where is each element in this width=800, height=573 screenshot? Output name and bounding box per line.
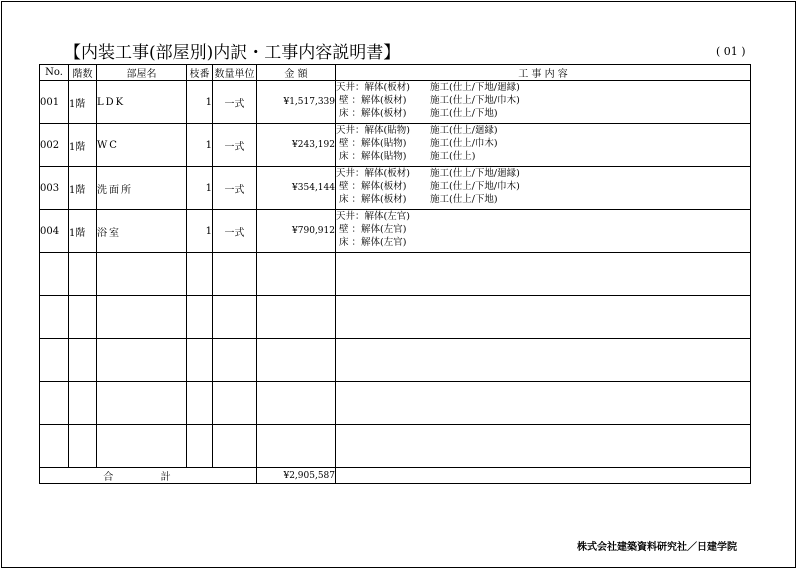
total-amount: ¥2,905,587 (257, 468, 336, 484)
total-row (40, 468, 751, 484)
empty-cell (69, 253, 97, 296)
empty-cell (257, 382, 336, 425)
cell-room: LDK (97, 81, 187, 124)
empty-cell (336, 339, 751, 382)
table-body (40, 81, 751, 484)
empty-cell (213, 425, 257, 468)
description-label: 床 ：解体(左官) (336, 237, 407, 248)
description-work: 施工(仕上/下地) (430, 108, 498, 119)
table-row (40, 124, 751, 167)
description-line (336, 180, 750, 193)
cell-description (336, 81, 751, 124)
header-seq: 枝番 (187, 65, 213, 81)
description-work: 施工(仕上/巾木) (430, 138, 498, 149)
cell-unit: 一式 (213, 210, 257, 253)
empty-cell (97, 382, 187, 425)
header-unit: 数量単位 (213, 65, 257, 81)
header-floor: 階数 (69, 65, 97, 81)
cell-floor: 1階 (69, 81, 97, 124)
document-title: 【内装工事(部屋別)内訳・工事内容説明書】 (64, 43, 401, 63)
empty-cell (40, 425, 69, 468)
empty-row (40, 339, 751, 382)
description-label: 天井：解体(左官) (336, 211, 410, 222)
empty-cell (40, 253, 69, 296)
empty-cell (69, 296, 97, 339)
cell-seq: 1 (187, 124, 213, 167)
empty-cell (187, 296, 213, 339)
cell-amount: ¥354,144 (257, 167, 336, 210)
empty-cell (257, 296, 336, 339)
empty-cell (213, 339, 257, 382)
description-label: 壁 ：解体(貼物) (336, 138, 407, 149)
description-label: 床 ：解体(貼物) (336, 151, 407, 162)
header-amount: 金 額 (257, 65, 336, 81)
description-line (336, 94, 750, 107)
cell-room: 洗面所 (97, 167, 187, 210)
empty-cell (336, 382, 751, 425)
empty-cell (336, 253, 751, 296)
empty-cell (213, 253, 257, 296)
empty-cell (187, 339, 213, 382)
empty-cell (257, 253, 336, 296)
empty-cell (213, 296, 257, 339)
description-label: 壁 ：解体(左官) (336, 224, 407, 235)
empty-cell (213, 382, 257, 425)
cell-no: 001 (40, 81, 69, 124)
table-row (40, 81, 751, 124)
cell-unit: 一式 (213, 124, 257, 167)
description-work: 施工(仕上/廻縁) (430, 125, 498, 136)
empty-row (40, 296, 751, 339)
table-header-row (40, 65, 751, 81)
description-line (336, 223, 750, 236)
description-line (336, 150, 750, 163)
description-work: 施工(仕上/下地/廻縁) (430, 168, 520, 179)
empty-cell (40, 382, 69, 425)
header-description: 工 事 内 容 (336, 65, 751, 81)
cell-amount: ¥1,517,339 (257, 81, 336, 124)
description-work: 施工(仕上/下地) (430, 194, 498, 205)
description-label: 天井：解体(貼物) (336, 125, 410, 136)
empty-cell (69, 425, 97, 468)
cell-unit: 一式 (213, 167, 257, 210)
description-label: 床 ：解体(板材) (336, 108, 407, 119)
empty-cell (336, 425, 751, 468)
cell-room: WC (97, 124, 187, 167)
cell-seq: 1 (187, 210, 213, 253)
total-description-cell (336, 468, 751, 484)
cell-seq: 1 (187, 167, 213, 210)
description-work: 施工(仕上/下地/廻縁) (430, 82, 520, 93)
empty-cell (69, 382, 97, 425)
cell-unit: 一式 (213, 81, 257, 124)
empty-cell (187, 382, 213, 425)
cell-description (336, 210, 751, 253)
empty-cell (97, 253, 187, 296)
empty-row (40, 425, 751, 468)
cell-floor: 1階 (69, 167, 97, 210)
cell-no: 004 (40, 210, 69, 253)
description-work: 施工(仕上/下地/巾木) (430, 95, 520, 106)
description-label: 壁 ：解体(板材) (336, 181, 407, 192)
description-line (336, 137, 750, 150)
description-line (336, 236, 750, 249)
description-line (336, 81, 750, 94)
empty-cell (97, 425, 187, 468)
header-no: No. (40, 65, 69, 81)
description-label: 壁 ：解体(板材) (336, 95, 407, 106)
cell-room: 浴室 (97, 210, 187, 253)
empty-cell (336, 296, 751, 339)
description-label: 床 ：解体(板材) (336, 194, 407, 205)
description-work: 施工(仕上/下地/巾木) (430, 181, 520, 192)
description-label: 天井：解体(板材) (336, 82, 410, 93)
empty-row (40, 382, 751, 425)
cell-description (336, 167, 751, 210)
cell-no: 003 (40, 167, 69, 210)
empty-cell (40, 339, 69, 382)
cell-no: 002 (40, 124, 69, 167)
empty-cell (257, 425, 336, 468)
empty-cell (97, 339, 187, 382)
empty-row (40, 253, 751, 296)
description-work: 施工(仕上) (430, 151, 476, 162)
description-line (336, 124, 750, 137)
cell-amount: ¥243,192 (257, 124, 336, 167)
publisher-footer: 株式会社建築資料研究社／日建学院 (577, 542, 737, 553)
empty-cell (69, 339, 97, 382)
empty-cell (257, 339, 336, 382)
breakdown-table (39, 64, 751, 484)
cell-amount: ¥790,912 (257, 210, 336, 253)
description-line (336, 167, 750, 180)
table-row (40, 167, 751, 210)
description-label: 天井：解体(板材) (336, 168, 410, 179)
description-line (336, 107, 750, 120)
empty-cell (40, 296, 69, 339)
cell-seq: 1 (187, 81, 213, 124)
cell-floor: 1階 (69, 210, 97, 253)
empty-cell (187, 253, 213, 296)
page-number: ( 01 ) (716, 45, 746, 58)
cell-floor: 1階 (69, 124, 97, 167)
empty-cell (97, 296, 187, 339)
empty-cell (187, 425, 213, 468)
table-row (40, 210, 751, 253)
total-label: 合 計 (40, 468, 257, 484)
description-line (336, 193, 750, 206)
header-room: 部屋名 (97, 65, 187, 81)
description-line (336, 210, 750, 223)
cell-description (336, 124, 751, 167)
